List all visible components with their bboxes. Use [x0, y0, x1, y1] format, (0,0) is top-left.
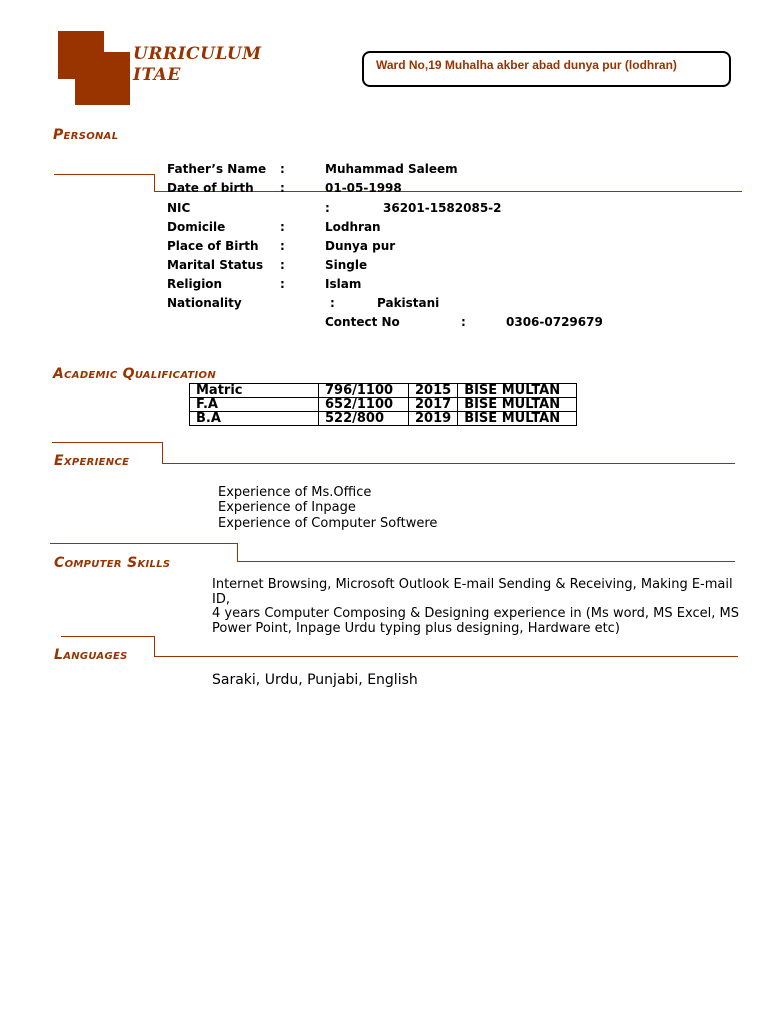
field-value: Lodhran [325, 220, 381, 234]
divider-languages-right [154, 656, 738, 657]
field-colon: : [280, 277, 285, 291]
field-label: Nationality [167, 296, 242, 310]
field-colon: : [280, 239, 285, 253]
table-cell: 2019 [409, 412, 458, 426]
table-row [190, 412, 577, 426]
section-heading-computer-skills: Computer Skills [54, 555, 171, 571]
table-cell: B.A [190, 412, 319, 426]
section-heading-personal: Personal [53, 127, 119, 143]
field-value: Single [325, 258, 368, 272]
divider-experience-left [52, 442, 163, 443]
table-cell: 522/800 [319, 412, 409, 426]
languages-item: Saraki, Urdu, Punjabi, English [212, 672, 418, 688]
experience-item: Experience of Ms.Office [218, 485, 372, 500]
table-row [190, 384, 577, 398]
table-cell: BISE MULTAN [458, 412, 577, 426]
divider-personal-step [154, 174, 155, 192]
divider-languages-left [61, 636, 155, 637]
table-cell: 2017 [409, 398, 458, 412]
table-cell: BISE MULTAN [458, 384, 577, 398]
table-cell: 796/1100 [319, 384, 409, 398]
table-cell: 652/1100 [319, 398, 409, 412]
divider-experience-right [162, 463, 735, 464]
field-colon: : [330, 296, 335, 310]
field-colon: : [280, 181, 285, 195]
field-value: Islam [325, 277, 362, 291]
section-heading-academic: Academic Qualification [53, 366, 217, 382]
field-value: Muhammad Saleem [325, 162, 458, 176]
divider-skills-right [237, 561, 735, 562]
divider-skills-left [50, 543, 238, 544]
skill-item: Internet Browsing, Microsoft Outlook E-mail Sending & Receiving, Making E-mail ID, [212, 577, 733, 607]
divider-languages-step [154, 636, 155, 657]
field-label: Father’s Name [167, 162, 267, 176]
table-cell: 2015 [409, 384, 458, 398]
academic-table [189, 383, 577, 426]
address-box [362, 51, 731, 87]
experience-item: Experience of Inpage [218, 500, 356, 515]
field-label: Domicile [167, 220, 226, 234]
divider-personal-left [54, 174, 155, 175]
field-colon: : [280, 220, 285, 234]
field-label: NIC [167, 201, 191, 215]
field-value: Dunya pur [325, 239, 396, 253]
logo-square-bottom [75, 52, 130, 105]
table-cell: BISE MULTAN [458, 398, 577, 412]
table-cell: Matric [190, 384, 319, 398]
address-text: Ward No,19 Muhalha akber abad dunya pur (lodhran) [376, 58, 677, 72]
divider-skills-step [237, 543, 238, 562]
field-label: Date of birth [167, 181, 254, 195]
field-colon: : [325, 201, 330, 215]
cv-title-line1: URRICULUM [133, 44, 262, 64]
field-colon: : [461, 315, 466, 329]
field-value: 01-05-1998 [325, 181, 402, 195]
field-value: Pakistani [377, 296, 440, 310]
field-value: 36201-1582085-2 [383, 201, 502, 215]
table-cell: F.A [190, 398, 319, 412]
field-value: 0306-0729679 [506, 315, 603, 329]
field-label: Marital Status [167, 258, 264, 272]
field-label: Religion [167, 277, 223, 291]
divider-experience-step [162, 442, 163, 464]
field-colon: : [280, 162, 285, 176]
skill-item: 4 years Computer Composing & Designing experience in (Ms word, MS Excel, MS Power Point, Inpage Urdu typing plus designing, Hardware etc) [212, 606, 739, 636]
experience-item: Experience of Computer Softwere [218, 516, 438, 531]
cv-title-line2: ITAE [133, 65, 181, 85]
section-heading-languages: Languages [54, 647, 128, 663]
field-label: Contect No [325, 315, 400, 329]
field-colon: : [280, 258, 285, 272]
field-label: Place of Birth [167, 239, 259, 253]
section-heading-experience: Experience [54, 453, 130, 469]
table-row [190, 398, 577, 412]
